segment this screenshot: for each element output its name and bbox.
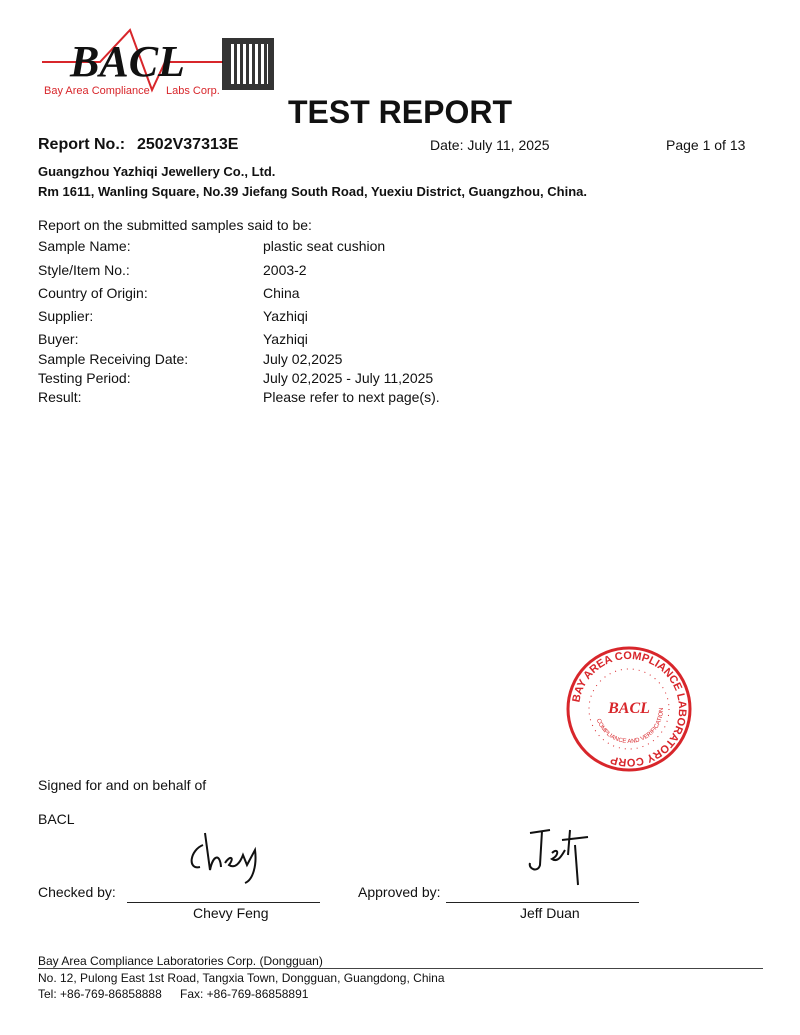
footer-company: Bay Area Compliance Laboratories Corp. (Dongguan) (38, 954, 323, 968)
report-no-label: Report No.: (38, 136, 126, 153)
svg-text:Labs Corp.: Labs Corp. (166, 85, 220, 97)
checked-by-label: Checked by: (38, 884, 116, 900)
approved-by-name: Jeff Duan (520, 905, 580, 921)
field-value: Yazhiqi (263, 331, 308, 347)
client-name: Guangzhou Yazhiqi Jewellery Co., Ltd. (38, 164, 276, 179)
field-value: July 02,2025 (263, 351, 343, 367)
client-address: Rm 1611, Wanling Square, No.39 Jiefang South Road, Yuexiu District, Guangzhou, China. (38, 184, 587, 199)
report-no: 2502V37313E (137, 136, 239, 153)
signature-jeff (520, 825, 600, 890)
field-value: China (263, 285, 300, 301)
svg-text:BACL: BACL (608, 700, 650, 717)
footer-fax: Fax: +86-769-86858891 (180, 987, 309, 1001)
footer-divider (38, 968, 763, 969)
signed-for-text: Signed for and on behalf of (38, 777, 207, 793)
svg-text:Bay Area Compliance: Bay Area Compliance (44, 85, 150, 97)
page-number: Page 1 of 13 (666, 137, 746, 153)
field-label: Testing Period: (38, 370, 131, 386)
intro-text: Report on the submitted samples said to be: (38, 217, 312, 233)
qr-code (222, 38, 274, 90)
field-label: Buyer: (38, 331, 79, 347)
svg-text:BAY AREA COMPLIANCE LABORATORY: BAY AREA COMPLIANCE LABORATORY CORP (570, 649, 689, 769)
checked-by-name: Chevy Feng (193, 905, 269, 921)
svg-text:COMPLIANCE AND VERIFICATION: COMPLIANCE AND VERIFICATION (594, 707, 666, 746)
field-label: Result: (38, 389, 82, 405)
org-name: BACL (38, 811, 75, 827)
field-value: plastic seat cushion (263, 238, 386, 254)
approved-by-label: Approved by: (358, 884, 441, 900)
bacl-logo (40, 24, 225, 99)
field-value: Yazhiqi (263, 308, 308, 324)
checked-signature-line (127, 902, 320, 903)
svg-text:BACL: BACL (70, 37, 185, 86)
field-label: Supplier: (38, 308, 94, 324)
field-value: July 02,2025 - July 11,2025 (263, 370, 434, 386)
company-stamp (565, 645, 693, 773)
field-label: Country of Origin: (38, 285, 148, 301)
field-label: Style/Item No.: (38, 262, 130, 278)
field-label: Sample Receiving Date: (38, 351, 189, 367)
report-date: Date: July 11, 2025 (430, 137, 550, 153)
signature-chevy (185, 825, 275, 885)
footer-address: No. 12, Pulong East 1st Road, Tangxia Town, Dongguan, Guangdong, China (38, 971, 445, 985)
field-value: Please refer to next page(s). (263, 389, 440, 405)
approved-signature-line (446, 902, 639, 903)
footer-tel: Tel: +86-769-86858888 (38, 987, 162, 1001)
field-label: Sample Name: (38, 238, 131, 254)
report-title: TEST REPORT (287, 94, 512, 130)
field-value: 2003-2 (263, 262, 307, 278)
